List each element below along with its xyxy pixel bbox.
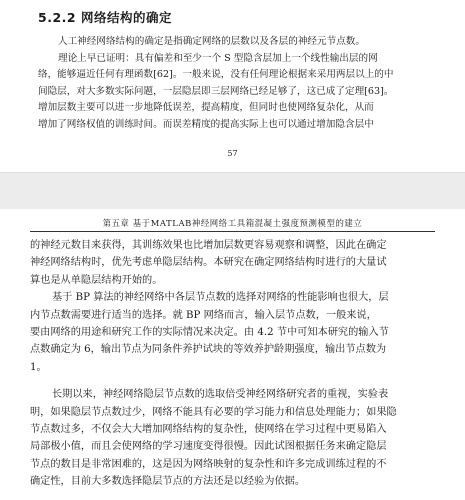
text-line: 节点数过多，不仅会大大增加网络结构的复杂性，使网络在学习过程中更易陷入 [30,424,387,436]
paragraph-gap [30,376,438,386]
text-line: 确定性，目前大多数选择隐层节点的方法还是以经验为依据。 [30,476,306,488]
text-line: 增加了网络权值的训练时间。而误差精度的提高实际上也可以通过增加隐含层中 [38,118,374,130]
text-line: 的神经元数目来获得，其训练效果也比增加层数更容易观察和调整，因此在确定 [30,240,387,251]
text-line: 理论上早已证明：具有偏差和至少一个 S 型隐含层加上一个线性输出层的网 [58,52,378,64]
running-header: 第五章 基于MATLAB神经网络工具箱混凝土强度预测模型的建立 [102,218,363,228]
top-paragraph [38,34,430,133]
top-page [0,0,465,170]
text-line: 增加层数主要可以进一步地降低误差，提高精度，但同时也使网络复杂化，从而 [38,102,374,113]
text-line: 算也是从单隐层结构开始的。 [30,274,163,286]
page-gap [0,172,465,210]
text-line: 局部极小值，而且会使网络的学习速度变得很慢。因此试图根据任务来确定隐层 [30,441,387,453]
section-title: 5.2.2 网络结构的确定 [38,10,172,25]
text-line: 基于 BP 算法的神经网络中各层节点数的选择对网络的性能影响也很大，层 [52,292,389,304]
page-number: 57 [227,149,238,158]
text-line: 神经网络结构时，优先考虑单隐层结构。本研究在确定网络结构时进行的大量试 [30,257,387,269]
text-line: 人工神经网络结构的确定是指确定网络的层数以及各层的神经元节点数。 [58,36,365,47]
text-line: 间隐层，对大多数实际问题，一层隐层即三层网络已经足够了，这已成了定理[63]。 [38,85,394,97]
text-line: 1。 [30,361,47,373]
text-line: 长期以来，神经网络隐层节点数的选取倍受神经网络研究者的重视，实验表 [52,389,389,401]
header-rule [30,231,435,232]
text-line: 要由网络的用途和研究工作的实际情况来决定。由 4.2 节中可知本研究的输入节 [30,327,389,339]
text-line: 络，能够逼近任何有理函数[62]。一般来说，没有任何理论根据来采用两层以上的中 [38,69,394,80]
text-line: 节点的数目是非常困难的，这是因为网络映射的复杂性和许多完成训练过程的不 [30,458,387,470]
text-line: 明，如果隐层节点数过少，网络不能具有必要的学习能力和信息处理能力；如果隐 [30,406,397,418]
bottom-page [0,209,465,500]
text-line: 内节点数需要进行适当的选择。就 BP 网络而言，输入层节点数，一般来说， [30,309,377,321]
body-text [30,237,438,491]
text-line: 点数确定为 6，输出节点为同条件养护试块的等效养护龄期强度，输出节点数为 [30,344,387,356]
